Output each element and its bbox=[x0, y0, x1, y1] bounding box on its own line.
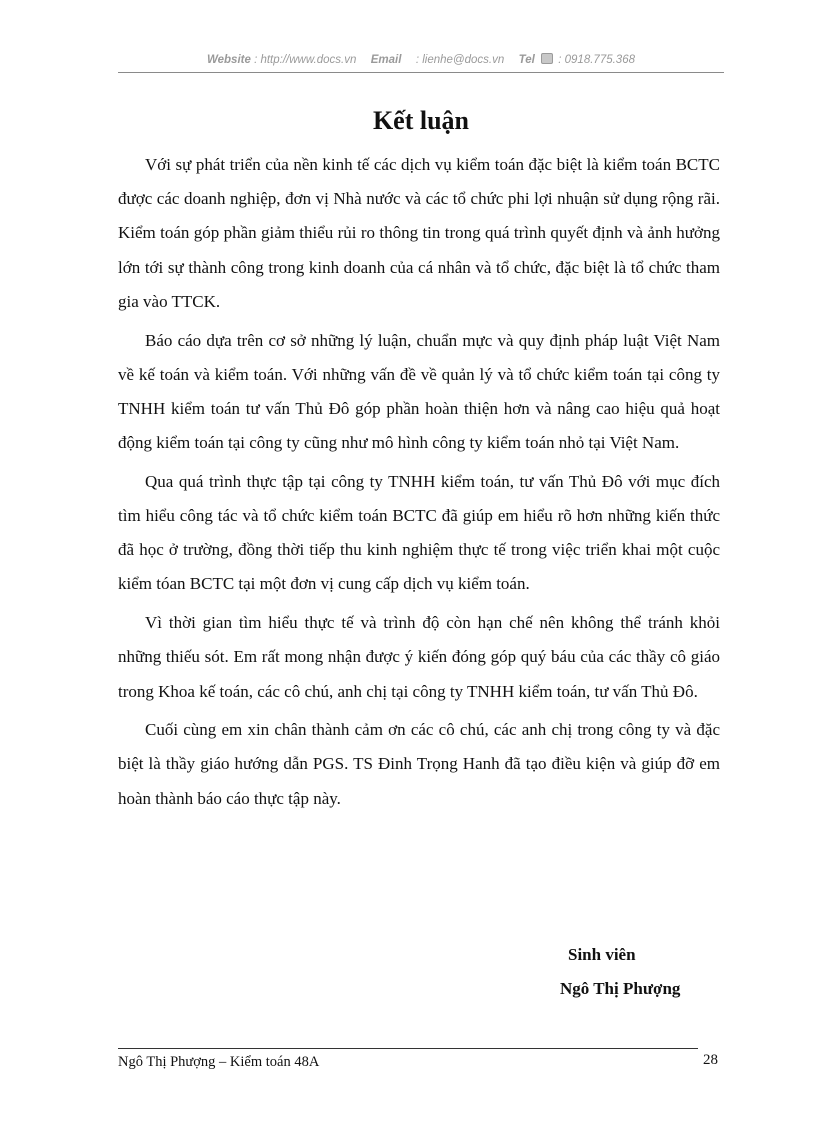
phone-icon bbox=[541, 53, 553, 64]
footer-author-course: Ngô Thị Phượng – Kiểm toán 48A bbox=[118, 1054, 320, 1070]
signature-role: Sinh viên bbox=[568, 945, 636, 964]
website-value: : http://www.docs.vn bbox=[254, 54, 357, 66]
page-number: 28 bbox=[703, 1052, 718, 1068]
page-header bbox=[118, 52, 724, 73]
page-title: Kết luận bbox=[372, 106, 470, 135]
email-value: : lienhe@docs.vn bbox=[415, 54, 505, 66]
paragraph: Qua quá trình thực tập tại công ty TNHH kiểm toán, tư vấn Thủ Đô với mục đích tìm hiểu công tác và tổ chức kiểm toán BCTC đã giúp em hiểu rõ hơn những kiến thức đã học ở trường, đồng thời tiếp thu kinh nghiệm thực tế trong việc triển khai một cuộc kiểm tóan BCTC tại một đơn vị cung cấp dịch vụ kiểm toán. bbox=[118, 471, 720, 594]
website-label: Website bbox=[206, 54, 251, 66]
paragraph: Vì thời gian tìm hiểu thực tế và trình độ còn hạn chế nên không thể tránh khỏi những thiếu sót. Em rất mong nhận được ý kiến đóng góp quý báu của các thầy cô giáo trong Khoa kế toán, các cô chú, anh chị tại công ty TNHH kiểm toán, tư vấn Thủ Đô. bbox=[118, 613, 720, 701]
paragraph: Cuối cùng em xin chân thành cảm ơn các cô chú, các anh chị trong công ty và đặc biệt là thầy giáo hướng dẫn PGS. TS Đinh Trọng Hanh đã tạo điều kiện và giúp đỡ em hoàn thành báo cáo thực tập này. bbox=[118, 720, 720, 808]
signature-block bbox=[560, 938, 680, 1006]
document-body bbox=[118, 148, 720, 820]
tel-label: Tel bbox=[518, 54, 535, 66]
email-label: Email bbox=[370, 54, 402, 66]
footer-divider bbox=[118, 1048, 698, 1049]
tel-value: : 0918.775.368 bbox=[558, 54, 635, 66]
paragraph: Báo cáo dựa trên cơ sở những lý luận, chuẩn mực và quy định pháp luật Việt Nam về kế toán và kiểm toán. Với những vấn đề về quản lý và tổ chức kiểm toán tại công ty TNHH kiểm toán tư vấn Thủ Đô góp phần hoàn thiện hơn và nâng cao hiệu quả hoạt động kiểm toán tại công ty cũng như mô hình công ty kiểm toán nhỏ tại Việt Nam. bbox=[118, 330, 720, 453]
signature-name: Ngô Thị Phượng bbox=[560, 979, 681, 998]
paragraph: Với sự phát triển của nền kinh tế các dịch vụ kiểm toán đặc biệt là kiểm toán BCTC được các doanh nghiệp, đơn vị Nhà nước và các tổ chức phi lợi nhuận sử dụng rộng rãi. Kiểm toán góp phần giảm thiểu rủi ro thông tin trong quá trình quyết định và ảnh hưởng lớn tới sự thành công trong kinh doanh của cá nhân và tổ chức, đặc biệt là tổ chức tham gia vào TTCK. bbox=[118, 155, 720, 311]
